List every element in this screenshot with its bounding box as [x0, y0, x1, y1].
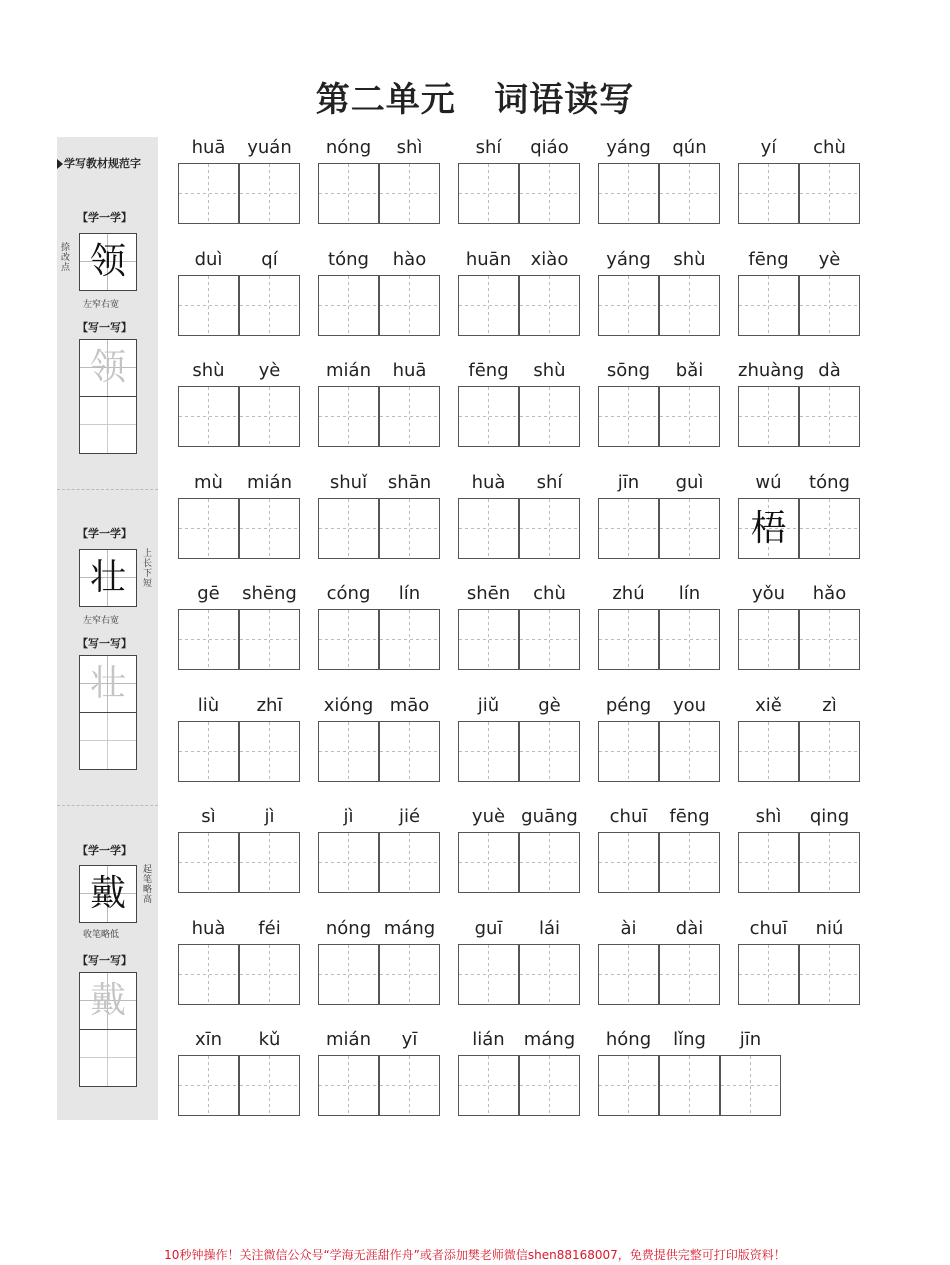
pinyin-label: jīn: [739, 1029, 762, 1050]
writing-cell[interactable]: [178, 944, 239, 1005]
writing-cell[interactable]: [379, 163, 440, 224]
side-note: 上长下短: [143, 549, 153, 589]
section-divider: [57, 489, 158, 490]
bottom-note: 左窄右宽: [83, 616, 120, 626]
pinyin-label: hóng: [605, 1029, 652, 1050]
practice-box[interactable]: [79, 712, 137, 770]
pinyin-label: sōng: [606, 360, 651, 381]
pinyin-label: mián: [326, 360, 371, 381]
writing-cell[interactable]: [598, 498, 659, 559]
writing-cell[interactable]: [799, 944, 860, 1005]
pinyin-label: jì: [264, 806, 275, 827]
writing-cell[interactable]: [519, 275, 580, 336]
writing-cell[interactable]: [519, 609, 580, 670]
side-note: 起笔略高: [143, 865, 153, 905]
sidebar-standard-characters: [57, 137, 158, 1120]
pinyin-label: dà: [818, 360, 841, 381]
writing-cell[interactable]: [318, 721, 379, 782]
writing-cell[interactable]: [598, 721, 659, 782]
pinyin-label: shān: [387, 472, 432, 493]
pinyin-label: zì: [822, 695, 837, 716]
pinyin-label: sì: [201, 806, 216, 827]
section-divider: [57, 805, 158, 806]
learn-label: 【学一学】: [77, 527, 132, 540]
writing-cell[interactable]: [458, 944, 519, 1005]
writing-cell[interactable]: [239, 498, 300, 559]
pinyin-label: xiě: [755, 695, 782, 716]
pinyin-label: xiào: [530, 249, 569, 270]
pinyin-label: guī: [474, 918, 503, 939]
pinyin-label: yè: [818, 249, 841, 270]
pinyin-label: jīn: [617, 472, 640, 493]
pinyin-label: qún: [672, 137, 707, 158]
pinyin-label: māo: [389, 695, 430, 716]
write-label: 【写一写】: [77, 954, 132, 967]
pinyin-label: guì: [675, 472, 704, 493]
writing-cell[interactable]: [178, 609, 239, 670]
pinyin-label: mù: [194, 472, 223, 493]
pinyin-label: lín: [398, 583, 421, 604]
pinyin-label: wú: [755, 472, 782, 493]
model-character-box: [79, 233, 137, 291]
model-character-box: [79, 865, 137, 923]
pinyin-label: xīn: [194, 1029, 223, 1050]
writing-cell[interactable]: [379, 832, 440, 893]
pinyin-label: gē: [197, 583, 220, 604]
writing-cell[interactable]: [659, 1055, 720, 1116]
pinyin-label: huā: [191, 137, 226, 158]
writing-cell[interactable]: [178, 163, 239, 224]
pinyin-label: shù: [192, 360, 225, 381]
writing-cell[interactable]: [598, 609, 659, 670]
pinyin-label: huà: [191, 918, 226, 939]
pinyin-label: hǎo: [812, 583, 847, 604]
pinyin-label: tóng: [809, 472, 850, 493]
pinyin-label: yī: [401, 1029, 418, 1050]
pinyin-label: mián: [326, 1029, 371, 1050]
writing-cell[interactable]: [519, 832, 580, 893]
pinyin-label: chù: [813, 137, 846, 158]
writing-cell[interactable]: [598, 386, 659, 447]
writing-cell[interactable]: [318, 498, 379, 559]
pinyin-label: shù: [533, 360, 566, 381]
pinyin-label: nóng: [325, 918, 372, 939]
writing-cell[interactable]: [738, 275, 799, 336]
writing-cell[interactable]: [659, 721, 720, 782]
pinyin-label: máng: [383, 918, 436, 939]
writing-cell[interactable]: [318, 609, 379, 670]
pinyin-label: shù: [673, 249, 706, 270]
pinyin-label: lái: [538, 918, 561, 939]
writing-cell[interactable]: [239, 832, 300, 893]
pinyin-label: cóng: [326, 583, 371, 604]
pinyin-label: shēn: [466, 583, 511, 604]
trace-character-box: [79, 339, 137, 397]
pinyin-label: yuán: [247, 137, 292, 158]
pinyin-label: fēng: [748, 249, 789, 270]
writing-cell[interactable]: [318, 386, 379, 447]
pinyin-label: you: [672, 695, 707, 716]
pinyin-label: guāng: [521, 806, 578, 827]
writing-cell[interactable]: [720, 1055, 781, 1116]
pinyin-label: lián: [472, 1029, 505, 1050]
pinyin-label: shuǐ: [329, 472, 368, 493]
pinyin-label: jiǔ: [477, 695, 500, 716]
writing-cell[interactable]: [519, 944, 580, 1005]
writing-cell[interactable]: [458, 275, 519, 336]
writing-cell[interactable]: [799, 498, 860, 559]
bottom-note: 左窄右宽: [83, 300, 120, 310]
trace-character: 戴: [89, 980, 126, 1021]
writing-cell[interactable]: [318, 832, 379, 893]
trace-character: 壮: [89, 663, 126, 704]
pinyin-label: yáng: [606, 249, 651, 270]
pinyin-label: shì: [396, 137, 423, 158]
pinyin-label: qí: [261, 249, 278, 270]
pinyin-label: péng: [605, 695, 652, 716]
writing-cell[interactable]: [239, 1055, 300, 1116]
pinyin-label: fēng: [468, 360, 509, 381]
side-note: 捺改点: [61, 243, 71, 273]
pinyin-label: yǒu: [751, 583, 786, 604]
promo-footer: 10秒钟操作！关注微信公众号“学海无涯甜作舟”或者添加樊老师微信shen88168007，免费提供完整可打印版资料！: [164, 1248, 786, 1262]
pinyin-label: huā: [392, 360, 427, 381]
writing-cell[interactable]: [178, 832, 239, 893]
writing-cell[interactable]: [379, 275, 440, 336]
writing-cell[interactable]: [799, 832, 860, 893]
pinyin-label: shēng: [242, 583, 297, 604]
writing-cell[interactable]: [799, 386, 860, 447]
pinyin-label: nóng: [325, 137, 372, 158]
bottom-note: 收笔略低: [83, 930, 120, 940]
writing-cell[interactable]: [458, 498, 519, 559]
writing-cell[interactable]: [318, 275, 379, 336]
pinyin-label: qing: [809, 806, 850, 827]
writing-cell[interactable]: [738, 163, 799, 224]
write-label: 【写一写】: [77, 321, 132, 334]
pinyin-label: gè: [538, 695, 561, 716]
pinyin-label: yè: [258, 360, 281, 381]
writing-cell[interactable]: [458, 832, 519, 893]
pinyin-label: zhuàng: [738, 360, 805, 381]
writing-cell[interactable]: [738, 944, 799, 1005]
writing-cell[interactable]: [239, 721, 300, 782]
writing-cell[interactable]: [178, 386, 239, 447]
writing-cell[interactable]: [738, 386, 799, 447]
writing-cell[interactable]: [458, 1055, 519, 1116]
writing-cell[interactable]: [598, 944, 659, 1005]
writing-cell[interactable]: [458, 721, 519, 782]
writing-cell[interactable]: [738, 609, 799, 670]
practice-box[interactable]: [79, 1029, 137, 1087]
writing-cell[interactable]: [379, 386, 440, 447]
writing-cell[interactable]: [799, 163, 860, 224]
pinyin-label: lín: [678, 583, 701, 604]
model-character-box: [79, 549, 137, 607]
writing-cell[interactable]: [458, 386, 519, 447]
writing-cell[interactable]: [178, 1055, 239, 1116]
writing-cell[interactable]: [239, 275, 300, 336]
writing-cell[interactable]: [318, 1055, 379, 1116]
pinyin-label: huà: [471, 472, 506, 493]
learn-label: 【学一学】: [77, 211, 132, 224]
writing-cell[interactable]: [519, 163, 580, 224]
writing-cell[interactable]: [519, 1055, 580, 1116]
writing-cell[interactable]: [598, 1055, 659, 1116]
pinyin-label: fēng: [669, 806, 710, 827]
pinyin-label: qiáo: [530, 137, 569, 158]
pinyin-label: zhú: [612, 583, 645, 604]
pinyin-label: duì: [194, 249, 223, 270]
pinyin-label: tóng: [328, 249, 369, 270]
pinyin-label: hào: [392, 249, 427, 270]
writing-cell[interactable]: [659, 275, 720, 336]
writing-cell[interactable]: [458, 163, 519, 224]
writing-cell[interactable]: [239, 163, 300, 224]
writing-cell[interactable]: [178, 275, 239, 336]
pinyin-label: shí: [475, 137, 502, 158]
writing-cell[interactable]: [659, 386, 720, 447]
writing-cell[interactable]: [598, 832, 659, 893]
sidebar-header: [57, 155, 158, 171]
writing-cell[interactable]: [458, 609, 519, 670]
writing-cell[interactable]: [659, 163, 720, 224]
writing-cell[interactable]: [379, 609, 440, 670]
page-title: 第二单元 词语读写: [315, 80, 635, 120]
writing-cell[interactable]: [519, 386, 580, 447]
model-character: 领: [89, 241, 126, 282]
writing-cell[interactable]: [519, 721, 580, 782]
trace-character-box: [79, 655, 137, 713]
pinyin-label: huān: [465, 249, 512, 270]
write-label: 【写一写】: [77, 637, 132, 650]
learn-label: 【学一学】: [77, 844, 132, 857]
pinyin-label: bǎi: [675, 360, 704, 381]
writing-cell[interactable]: [598, 275, 659, 336]
writing-cell[interactable]: [178, 721, 239, 782]
writing-cell[interactable]: [379, 1055, 440, 1116]
writing-cell[interactable]: [738, 832, 799, 893]
pinyin-label: liù: [197, 695, 220, 716]
filled-character: 梧: [750, 508, 787, 549]
sidebar-header-text: 学写教材规范字: [64, 157, 141, 170]
pinyin-label: zhī: [256, 695, 283, 716]
model-character: 戴: [89, 873, 126, 914]
pinyin-label: yuè: [471, 806, 506, 827]
pinyin-label: shí: [536, 472, 563, 493]
pinyin-label: shì: [755, 806, 782, 827]
pinyin-label: ài: [620, 918, 637, 939]
writing-cell[interactable]: [799, 721, 860, 782]
pinyin-label: niú: [815, 918, 844, 939]
pinyin-label: xióng: [323, 695, 374, 716]
writing-cell[interactable]: [738, 498, 799, 559]
practice-box[interactable]: [79, 396, 137, 454]
writing-cell[interactable]: [379, 498, 440, 559]
writing-cell[interactable]: [659, 609, 720, 670]
pinyin-label: yí: [760, 137, 777, 158]
writing-cell[interactable]: [799, 275, 860, 336]
trace-character-box: [79, 972, 137, 1030]
writing-cell[interactable]: [519, 498, 580, 559]
writing-cell[interactable]: [659, 944, 720, 1005]
pinyin-label: mián: [247, 472, 292, 493]
pinyin-label: máng: [523, 1029, 576, 1050]
pinyin-label: jié: [398, 806, 421, 827]
pinyin-label: chuī: [749, 918, 788, 939]
writing-cell[interactable]: [799, 609, 860, 670]
writing-cell[interactable]: [379, 944, 440, 1005]
trace-character: 领: [89, 347, 126, 388]
writing-cell[interactable]: [318, 944, 379, 1005]
pinyin-label: dài: [675, 918, 704, 939]
pinyin-label: jì: [343, 806, 354, 827]
writing-cell[interactable]: [659, 498, 720, 559]
writing-cell[interactable]: [379, 721, 440, 782]
pinyin-label: féi: [258, 918, 281, 939]
writing-cell[interactable]: [318, 163, 379, 224]
writing-cell[interactable]: [239, 609, 300, 670]
pinyin-label: chù: [533, 583, 566, 604]
writing-cell[interactable]: [239, 386, 300, 447]
pinyin-label: yáng: [606, 137, 651, 158]
writing-cell[interactable]: [239, 944, 300, 1005]
pinyin-label: chuī: [609, 806, 648, 827]
writing-cell[interactable]: [738, 721, 799, 782]
model-character: 壮: [89, 557, 126, 598]
writing-cell[interactable]: [659, 832, 720, 893]
writing-cell[interactable]: [598, 163, 659, 224]
pinyin-label: kǔ: [258, 1029, 281, 1050]
pinyin-label: lǐng: [673, 1029, 706, 1050]
triangle-icon: [57, 159, 63, 169]
writing-cell[interactable]: [178, 498, 239, 559]
